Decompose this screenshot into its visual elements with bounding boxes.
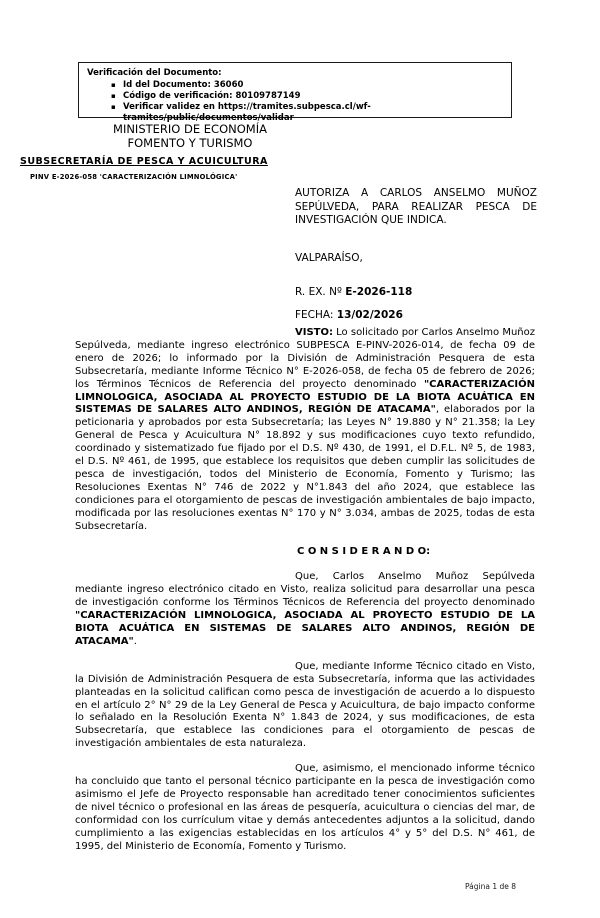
resolution-date-label: FECHA: [295,309,337,321]
resolution-date-value: 13/02/2026 [336,309,403,321]
document-body [75,327,535,866]
ministry-name: MINISTERIO DE ECONOMÍA [113,122,267,136]
verification-item-code: ▪ Código de verificación: 80109787149 [111,91,503,102]
page-indicator: Página 1 de 8 [465,882,517,891]
ministry-header [55,122,325,150]
resolution-city: VALPARAÍSO, [295,252,363,264]
considerando-paragraph-2: Que, mediante Informe Técnico citado en Visto, la División de Administración Pesquera de esta Subsecretaría, informa que las actividades planteadas en la solicitud califican como pesca de investigación de acuerdo a lo dispuesto en el artículo 2° N° 29 de la Ley General de Pesca y Acuicultura, de bajo impacto conforme lo señalado en la Resolución Exenta N° 1.843 de 2024, y sus modificaciones, de esta Subsecretaría, que establece las condiciones para el otorgamiento de pescas de investigación ambientales de esta naturaleza. [75,660,535,750]
considerando-heading: C O N S I D E R A N D O: [297,545,431,557]
resolution-number-value: E-2026-118 [345,286,413,298]
resolution-number [295,286,412,298]
verification-box [78,62,512,123]
considerando-paragraph-1: Que, Carlos Anselmo Muñoz Sepúlveda mediante ingreso electrónico citado en Visto, realiza solicitud para desarrollar una pesca de investigación conforme los Términos Técnicos de Referencia del proyecto denominado "CARACTERIZACIÓN LIMNOLOGICA, ASOCIADA AL PROYECTO ESTUDIO DE LA BIOTA ACUÁTICA EN SISTEMAS DE SALARES ALTO ANDINOS, REGIÓN DE ATACAMA". [75,571,535,647]
verification-title: Verificación del Documento: [87,68,222,78]
subsecretaria-title: SUBSECRETARÍA DE PESCA Y ACUICULTURA [20,156,268,167]
ministry-subtitle: FOMENTO Y TURISMO [127,136,253,150]
resolution-number-label: R. EX. Nº [295,286,346,298]
verification-list [87,80,503,124]
considerando-paragraph-3: Que, asimismo, el mencionado informe técnico ha concluido que tanto el personal técnico participante en la pesca de investigación como asimismo el Jefe de Proyecto responsable han acreditado tener conocimientos suficientes de nivel técnico o profesional en las áreas de pesquería, acuicultura o ciencias del mar, de conformidad con los currículum vitae y demás antecedentes adjuntos a la solicitud, dando cumplimiento a las exigencias establecidas en los artículos 4° y 5° del D.S. N° 461, de 1995, del Ministerio de Economía, Fomento y Turismo. [75,763,535,852]
verification-item-url: ▪ Verificar validez en https://tramites.subpesca.cl/wf-tramites/public/documentos/validar [111,102,503,124]
verification-item-document-id: ▪ Id del Documento: 36060 [111,80,503,91]
visto-paragraph: VISTO: Lo solicitado por Carlos Anselmo Muñoz Sepúlveda, mediante ingreso electrónico SUBPESCA E-PINV-2026-014, de fecha 09 de enero de 2026; lo informado por la División de Administración Pesquera de esta Subsecretaría, mediante Informe Técnico N° E-2026-058, de fecha 05 de febrero de 2026; los Términos Técnicos de Referencia del proyecto denominado "CARACTERIZACIÓN LIMNOLOGICA, ASOCIADA AL PROYECTO ESTUDIO DE LA BIOTA ACUÁTICA EN SISTEMAS DE SALARES ALTO ANDINOS, REGIÓN DE ATACAMA", elaborados por la peticionaria y aprobados por esta Subsecretaría; las Leyes N° 19.880 y N° 21.358; la Ley General de Pesca y Acuicultura N° 18.892 y sus modificaciones cuyo texto refundido, coordinado y sistematizado fue fijado por el D.S. Nº 430, de 1991, el D.F.L. Nº 5, de 1983, el D.S. Nº 461, de 1995, que establece los requisitos que deben cumplir las solicitudes de pesca de investigación, todos del Ministerio de Economía, Fomento y Turismo; las Resoluciones Exentas N° 746 de 2022 y N°1.843 del año 2024, que establece las condiciones para el otorgamiento de pescas de investigación ambientales de bajo impacto, modificada por las resoluciones exentas N° 170 y N° 3.034, ambas de 2025, todas de esta Subsecretaría. [75,327,536,532]
resolution-subject: AUTORIZA A CARLOS ANSELMO MUÑOZ SEPÚLVEDA, PARA REALIZAR PESCA DE INVESTIGACIÓN QUE INDICA. [295,187,537,226]
resolution-date [295,309,403,321]
project-reference: PINV E-2026-058 'CARACTERIZACIÓN LIMNOLÓGICA' [30,173,238,181]
